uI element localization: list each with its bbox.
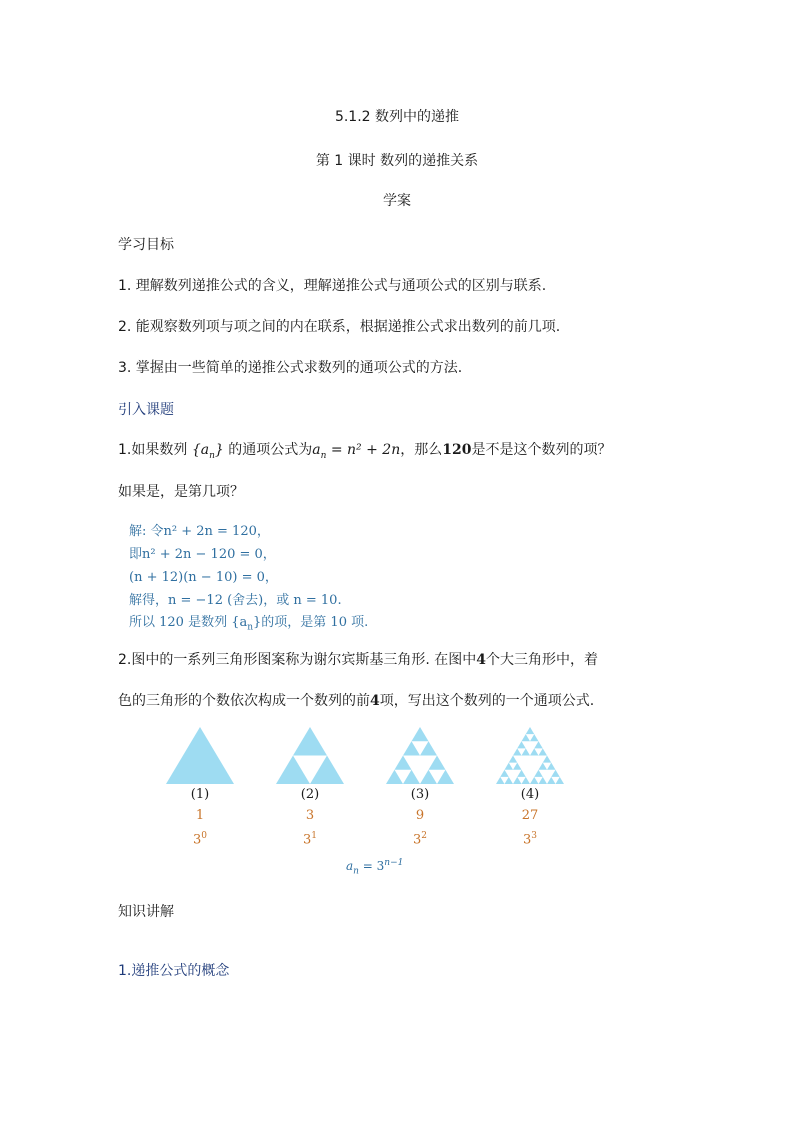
- figure-label-4: (4): [520, 787, 540, 802]
- lesson-title: 第 1 课时 数列的递推关系: [315, 153, 479, 169]
- solution-line-4: 解得，n = −12 (舍去)，或 n = 10.: [129, 593, 342, 608]
- objective-item-1: 1. 理解数列递推公式的含义，理解递推公式与通项公式的区别与联系.: [118, 278, 547, 294]
- sierpinski-triangle-3: [386, 727, 454, 784]
- figure-power-3: $3^2$: [412, 831, 427, 848]
- solution-line-2: 即n² + 2n − 120 = 0，: [129, 547, 276, 562]
- figure-count-3: 9: [415, 808, 425, 823]
- section-title: 5.1.2 数列中的递推: [334, 109, 460, 125]
- figure-label-2: (2): [300, 787, 320, 802]
- sierpinski-triangle-1: [166, 727, 234, 784]
- sequence-symbol: $\{a_n\}$: [191, 442, 224, 461]
- objective-item-3: 3. 掌握由一些简单的递推公式求数列的通项公式的方法.: [118, 360, 463, 376]
- number-120: 120: [442, 442, 472, 458]
- figure-count-1: 1: [195, 808, 205, 823]
- question-2-line-2: 色的三角形的个数依次构成一个数列的前4项，写出这个数列的一个通项公式.: [118, 693, 595, 709]
- solution-line-5: 所以 120 是数列 $\{a_n\}$的项，是第 10 项.: [129, 615, 369, 633]
- doc-type-label: 学案: [383, 193, 411, 209]
- figure-label-1: (1): [190, 787, 210, 802]
- general-formula-answer: $a_n = 3^{n-1}$: [346, 858, 404, 877]
- question-1: 1.如果数列 $\{a_n\}$ 的通项公式为$a_n = n^2 + 2n$，那么120是不是这个数列的项？: [118, 442, 612, 461]
- figure-count-2: 3: [305, 808, 315, 823]
- question-1-line-2: 如果是，是第几项？: [118, 484, 244, 500]
- sierpinski-triangle-4: [496, 727, 564, 784]
- figure-power-1: $3^0$: [192, 831, 207, 848]
- general-term-formula: $a_n = n^2 + 2n$: [312, 442, 401, 461]
- question-2-line-1: 2.图中的一系列三角形图案称为谢尔宾斯基三角形. 在图中4个大三角形中，着: [118, 652, 599, 668]
- figure-label-3: (3): [410, 787, 430, 802]
- figure-count-4: 27: [521, 808, 539, 823]
- figure-power-4: $3^3$: [522, 831, 537, 848]
- intro-heading: 引入课题: [118, 402, 174, 418]
- sierpinski-triangle-2: [276, 727, 344, 784]
- solution-line-3: (n + 12)(n − 10) = 0，: [129, 570, 278, 585]
- objective-item-2: 2. 能观察数列项与项之间的内在联系，根据递推公式求出数列的前几项.: [118, 319, 561, 335]
- knowledge-item-1: 1.递推公式的概念: [118, 963, 230, 979]
- figure-power-2: $3^1$: [302, 831, 317, 848]
- knowledge-heading: 知识讲解: [118, 904, 174, 920]
- solution-line-1: 解: 令n² + 2n = 120，: [129, 524, 270, 539]
- objectives-heading: 学习目标: [118, 237, 174, 253]
